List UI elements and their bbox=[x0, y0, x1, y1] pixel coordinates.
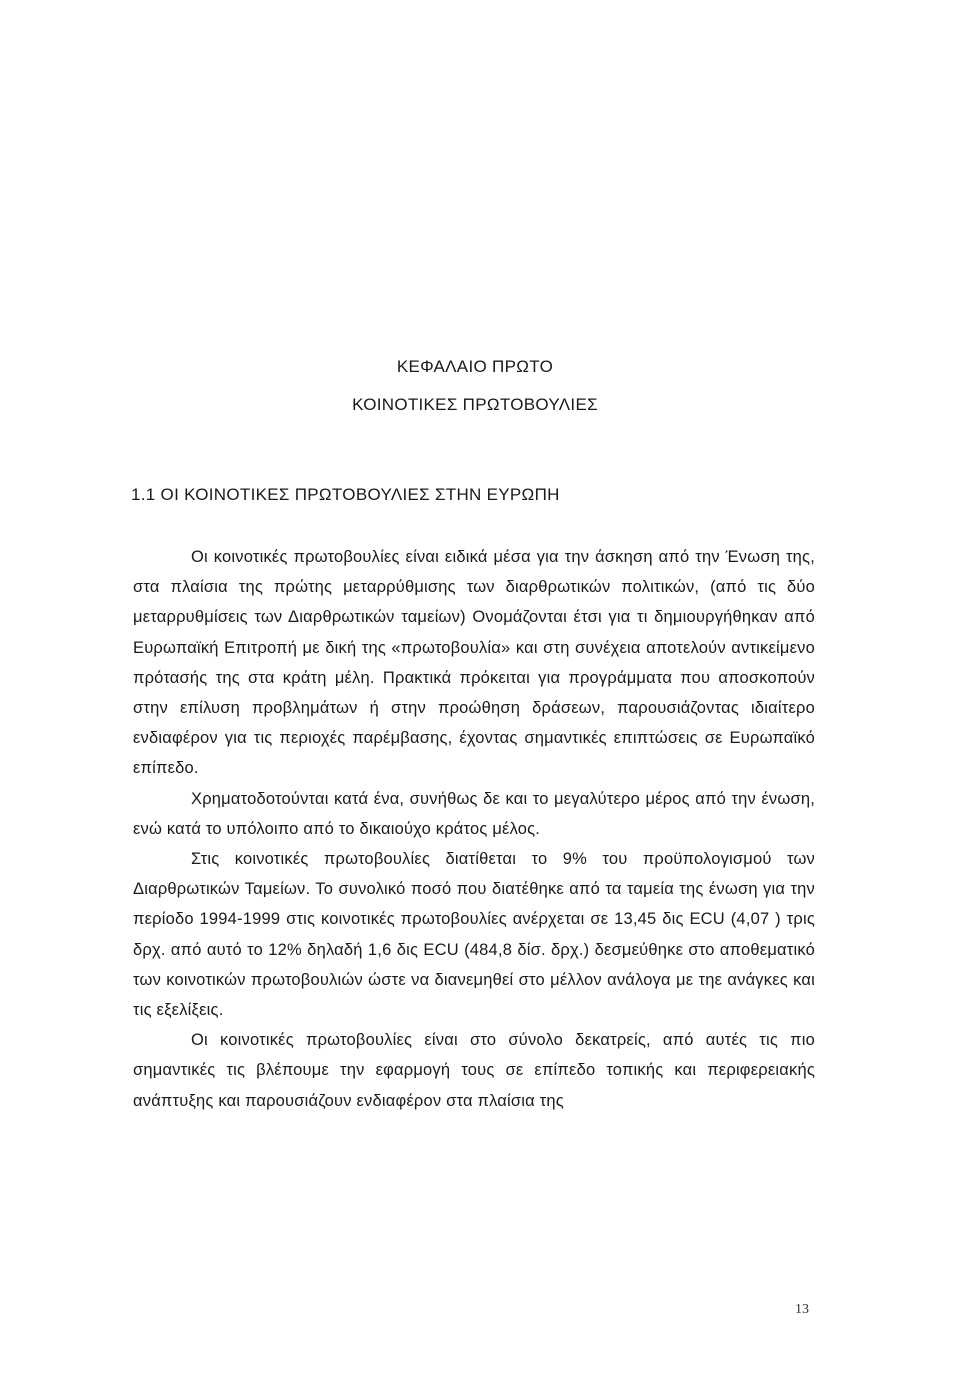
paragraph: Οι κοινοτικές πρωτοβουλίες είναι ειδικά μέσα για την άσκηση από την Ένωση της, στα πλαίσια της πρώτης μεταρρύθμισης των διαρθρωτικών πολιτικών, (από τις δύο μεταρρυθμίσεις των Διαρθρωτικών ταμείων) Ονομάζονται έτσι για τι δημιουργήθηκαν από Ευρωπαϊκή Επιτροπή με δική της «πρωτοβουλία» και στη συνέχεια αποτελούν αντικείμενο πρότασής της στα κράτη μέλη. Πρακτικά πρόκειται για προγράμματα που αποσκοπούν στην επίλυση προβλημάτων ή στην προώθηση δράσεων, παρουσιάζοντας ιδιαίτερο ενδιαφέρον για τις περιοχές παρέμβασης, έχοντας σημαντικές επιπτώσεις σε Ευρωπαϊκό επίπεδο. bbox=[133, 548, 815, 778]
page-number: 13 bbox=[795, 1302, 809, 1317]
paragraph: Στις κοινοτικές πρωτοβουλίες διατίθεται το 9% του προϋπολογισμού των Διαρθρωτικών Ταμείων. Το συνολικό ποσό που διατέθηκε από τα ταμεία της ένωση για την περίοδο 1994-1999 στις κοινοτικές πρωτοβουλίες ανέρχεται σε 13,45 δις ECU (4,07 ) τρις δρχ. από αυτό το 12% δηλαδή 1,6 δις ECU (484,8 δίσ. δρχ.) δεσμεύθηκε στο αποθεματικό των κοινοτικών πρωτοβουλιών ώστε να διανεμηθεί στο μέλλον ανάλογα με τηε ανάγκες και τις εξελίξεις. bbox=[133, 850, 815, 1020]
body-text bbox=[133, 542, 815, 1116]
chapter-heading: ΚΕΦΑΛΑΙΟ ΠΡΩΤΟ bbox=[396, 357, 554, 376]
paragraph: Οι κοινοτικές πρωτοβουλίες είναι στο σύνολο δεκατρείς, από αυτές τις πιο σημαντικές τις βλέπουμε την εφαρμογή τους σε επίπεδο τοπικής και περιφερειακής ανάπτυξης και παρουσιάζουν ενδιαφέρον στα πλαίσια της bbox=[133, 1031, 815, 1110]
section-heading: 1.1 ΟΙ ΚΟΙΝΟΤΙΚΕΣ ΠΡΩΤΟΒΟΥΛΙΕΣ ΣΤΗΝ ΕΥΡΩΠΗ bbox=[131, 485, 560, 504]
paragraph: Χρηματοδοτούνται κατά ένα, συνήθως δε και το μεγαλύτερο μέρος από την ένωση, ενώ κατά το υπόλοιπο από το δικαιούχο κράτος μέλος. bbox=[133, 789, 815, 838]
chapter-subtitle: ΚΟΙΝΟΤΙΚΕΣ ΠΡΩΤΟΒΟΥΛΙΕΣ bbox=[352, 395, 598, 414]
